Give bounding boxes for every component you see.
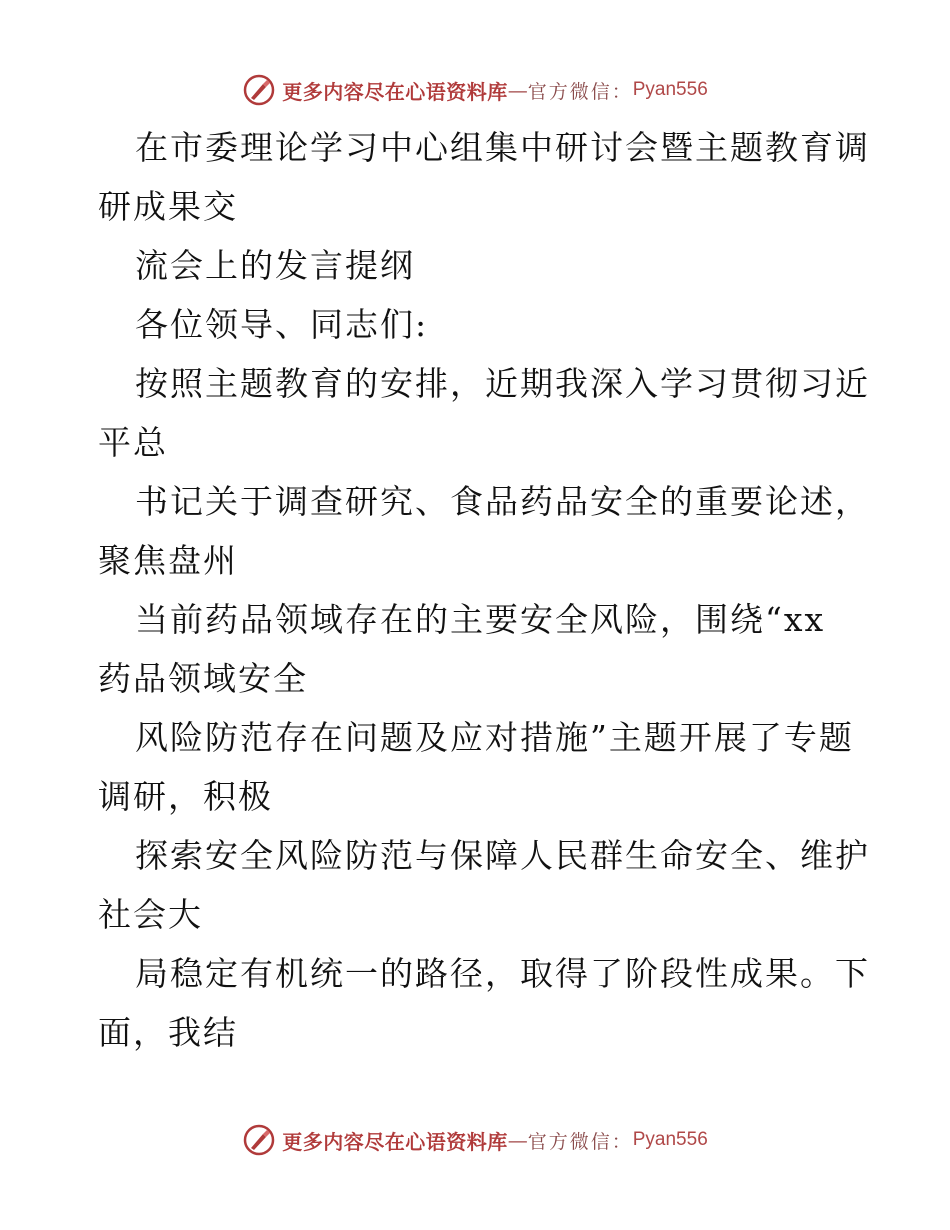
watermark-main-text: 更多内容尽在心语资料库 xyxy=(282,1129,508,1154)
text-line: 当前药品领域存在的主要安全风险，围绕“xx xyxy=(135,600,826,639)
pen-logo-icon xyxy=(242,73,276,107)
watermark-wechat-label: 官方微信： xyxy=(527,1130,633,1153)
text-line: 各位领导、同志们: xyxy=(135,305,429,344)
text-line: 按照主题教育的安排，近期我深入学习贯彻习近 xyxy=(135,364,870,403)
watermark-wechat-id: Pyan556 xyxy=(632,79,708,100)
text-line: 风险防范存在问题及应对措施”主题开展了专题 xyxy=(135,718,854,757)
text-line: 调研，积极 xyxy=(98,777,273,816)
text-line: 在市委理论学习中心组集中研讨会暨主题教育调 xyxy=(135,128,870,167)
text-line: 聚焦盘州 xyxy=(98,541,238,580)
watermark-wechat-label: 官方微信： xyxy=(527,80,633,103)
text-line: 药品领域安全 xyxy=(98,659,308,698)
text-line: 研成果交 xyxy=(98,187,238,226)
watermark-main-text: 更多内容尽在心语资料库 xyxy=(282,79,508,104)
text-line: 面，我结 xyxy=(98,1013,238,1052)
text-line: 平总 xyxy=(98,423,168,462)
watermark-dash: — xyxy=(507,1128,528,1152)
watermark-dash: — xyxy=(507,78,528,102)
text-line: 书记关于调查研究、食品药品安全的重要论述， xyxy=(135,482,870,521)
document-body xyxy=(98,118,870,1062)
text-line: 探索安全风险防范与保障人民群生命安全、维护 xyxy=(135,836,870,875)
text-line: 社会大 xyxy=(98,895,203,934)
footer-watermark xyxy=(0,1120,950,1160)
watermark-wechat-id: Pyan556 xyxy=(632,1129,708,1150)
text-line: 局稳定有机统一的路径，取得了阶段性成果。下 xyxy=(135,954,870,993)
pen-logo-icon xyxy=(242,1123,276,1157)
text-line: 流会上的发言提纲 xyxy=(135,246,415,285)
header-watermark xyxy=(0,70,950,110)
